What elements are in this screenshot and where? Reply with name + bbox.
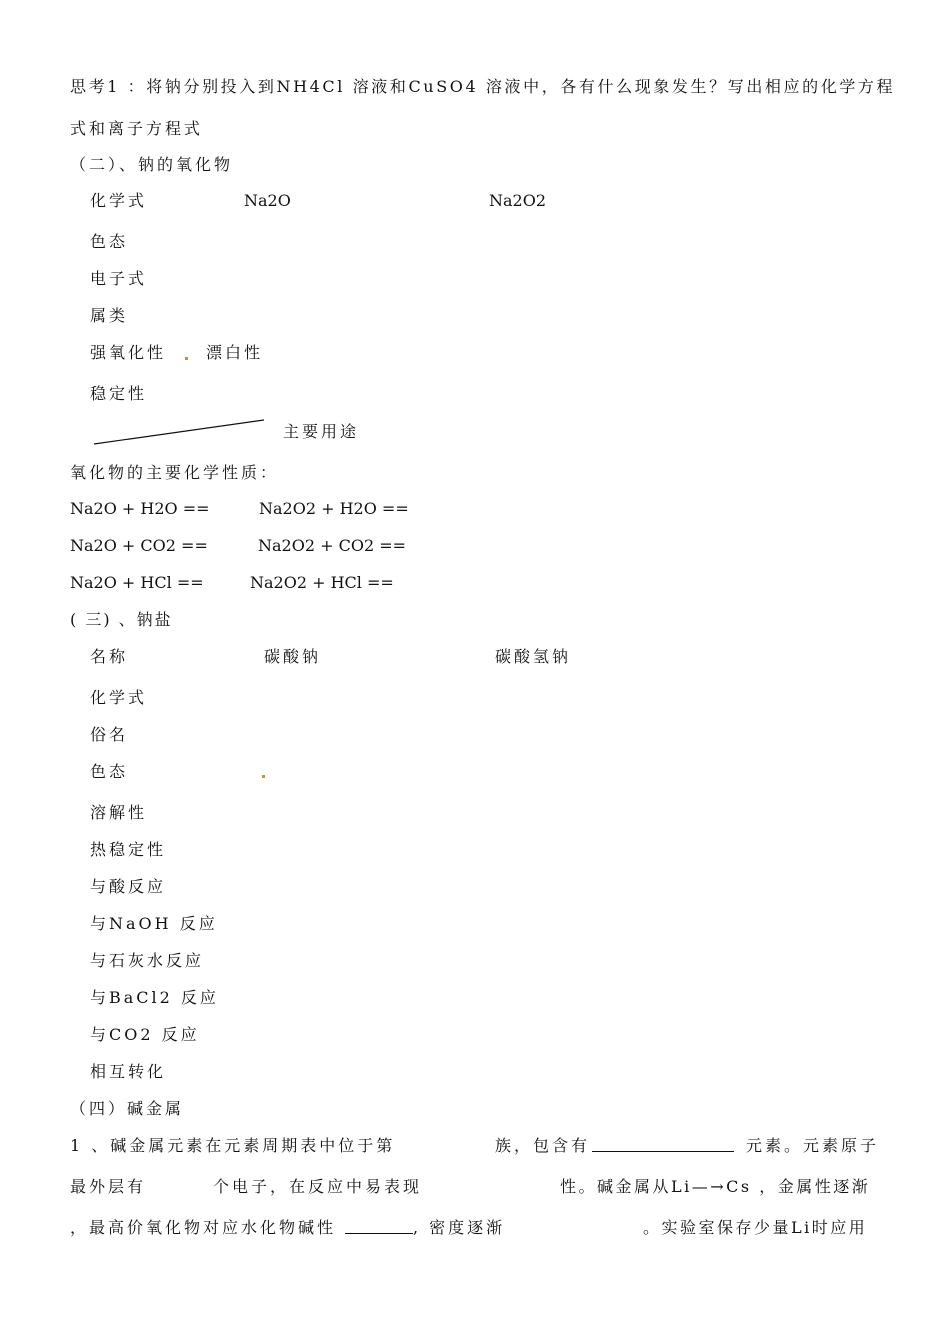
alkali-q1-a1: 1 、碱金属元素在元素周期表中位于第 (70, 1136, 396, 1155)
salts-row-color: 色态 (90, 762, 129, 781)
salts-row-acid: 与酸反应 (90, 877, 167, 896)
think1-line1: 思考1 ：将钠分别投入到NH4Cl 溶液和CuSO4 溶液中，各有什么现象发生？写出相应的化学方程 (70, 77, 896, 96)
equation-left-3: Na2O + HCl == (70, 573, 204, 592)
salts-heading: ( 三) 、钠盐 (70, 610, 173, 629)
salts-row-thermal: 热稳定性 (90, 840, 167, 859)
alkali-q1-a3: 元素。元素原子 (746, 1136, 880, 1155)
alkali-q1-a2: 族，包含有 (495, 1136, 591, 1155)
salts-row-solubility: 溶解性 (90, 803, 148, 822)
answer-blank[interactable] (345, 1219, 413, 1234)
oxides-header-label: 化学式 (90, 191, 148, 210)
think1-line2: 式和离子方程式 (70, 119, 204, 138)
marker-dot (262, 775, 265, 778)
salts-row-common-name: 俗名 (90, 725, 129, 744)
marker-dot (185, 357, 188, 360)
oxides-props-title: 氧化物的主要化学性质： (70, 463, 280, 482)
salts-row-co2: 与CO2 反应 (90, 1025, 200, 1044)
oxides-uses-label: 主要用途 (283, 422, 360, 441)
equation-right-3: Na2O2 + HCl == (250, 573, 394, 592)
answer-blank[interactable] (592, 1137, 734, 1152)
equation-left-1: Na2O + H2O == (70, 499, 210, 518)
salts-row-bacl2: 与BaCl2 反应 (90, 988, 219, 1007)
alkali-q1-c3: 。实验室保存少量Li时应用 (643, 1218, 868, 1237)
diagonal-line (90, 415, 270, 449)
salts-header-label: 名称 (90, 647, 129, 666)
salts-row-limewater: 与石灰水反应 (90, 951, 205, 970)
equation-left-2: Na2O + CO2 == (70, 536, 208, 555)
oxides-header-col1: Na2O (244, 191, 291, 210)
alkali-q1-c2: , 密度逐渐 (413, 1218, 506, 1237)
alkali-q1-b1: 最外层有 (70, 1177, 147, 1196)
salts-header-col1: 碳酸钠 (264, 647, 322, 666)
alkali-q1-c1: ，最高价氧化物对应水化物碱性 (70, 1218, 337, 1237)
oxides-row-class: 属类 (90, 306, 129, 325)
alkali-q1-b3: 性。碱金属从Li—→Cs ，金属性逐渐 (560, 1177, 871, 1196)
equation-right-1: Na2O2 + H2O == (259, 499, 409, 518)
oxides-header-col2: Na2O2 (489, 191, 547, 210)
oxides-row-color: 色态 (90, 232, 129, 251)
salts-header-col2: 碳酸氢钠 (495, 647, 572, 666)
equation-right-2: Na2O2 + CO2 == (258, 536, 407, 555)
alkali-q1-b2: 个电子，在反应中易表现 (213, 1177, 423, 1196)
oxides-row-bleaching: 漂白性 (206, 343, 264, 362)
salts-row-conversion: 相互转化 (90, 1062, 167, 1081)
alkali-heading: （四）碱金属 (70, 1099, 185, 1118)
salts-row-formula: 化学式 (90, 688, 148, 707)
salts-row-naoh: 与NaOH 反应 (90, 914, 218, 933)
oxides-row-oxidizing: 强氧化性 (90, 343, 167, 362)
oxides-heading: （二）、钠的氧化物 (70, 155, 234, 174)
oxides-row-stability: 稳定性 (90, 384, 148, 403)
oxides-row-electron: 电子式 (90, 269, 148, 288)
